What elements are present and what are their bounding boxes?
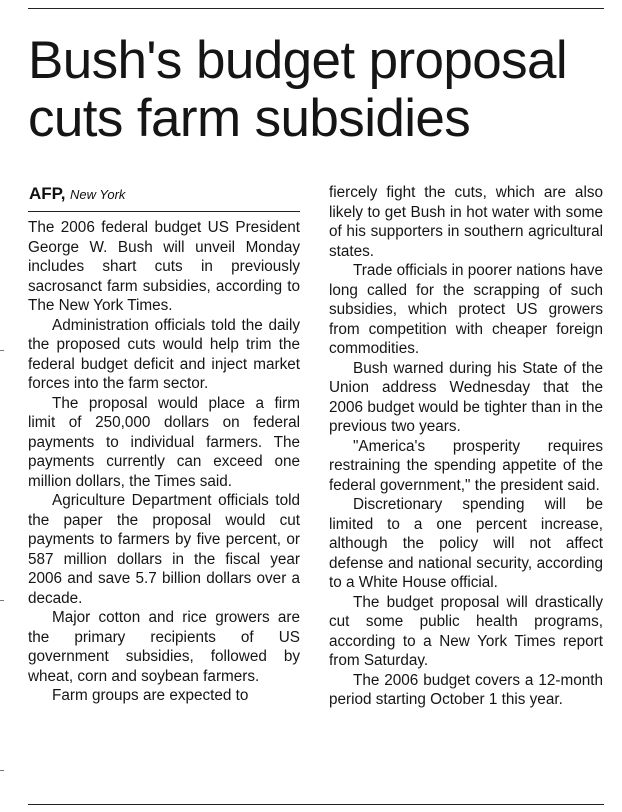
article-column-right <box>329 183 603 710</box>
article-column-left <box>28 218 300 706</box>
paragraph: Administration officials told the daily the proposed cuts would help trim the federal budget deficit and inject market forces into the farm sector. <box>28 316 300 392</box>
scan-mark <box>0 600 4 601</box>
byline-rule <box>28 211 300 212</box>
scan-mark <box>0 350 4 351</box>
top-rule <box>28 8 604 9</box>
byline <box>29 184 125 204</box>
paragraph: The 2006 federal budget US President George W. Bush will unveil Monday includes shart cuts in previously sacrosanct farm subsidies, according to The New York Times. <box>28 219 300 314</box>
byline-location: New York <box>70 187 126 202</box>
paragraph: The 2006 budget covers a 12-month period starting October 1 this year. <box>329 671 603 708</box>
paragraph: Agriculture Department officials told the paper the proposal would cut payments to farmers by five percent, or 587 million dollars in the fiscal year 2006 and save 5.7 billion dollars over a decade. <box>28 492 300 607</box>
paragraph: Bush warned during his State of the Union address Wednesday that the 2006 budget would be tighter than in the previous two years. <box>329 359 603 435</box>
paragraph: The proposal would place a firm limit of 250,000 dollars on federal payments to individual farmers. The payments currently can exceed one million dollars, the Times said. <box>28 394 300 490</box>
paragraph: "America's prosperity requires restraining the spending appetite of the federal government," the president said. <box>329 437 603 494</box>
paragraph: The budget proposal will drastically cut some public health programs, according to a New York Times report from Saturday. <box>329 593 603 669</box>
paragraph: Farm groups are expected to <box>52 687 249 704</box>
paragraph: Major cotton and rice growers are the primary recipients of US government subsidies, followed by wheat, corn and soybean farmers. <box>28 609 300 685</box>
headline: Bush's budget proposal cuts farm subsidies <box>28 31 568 148</box>
bottom-rule <box>28 804 604 805</box>
paragraph: fiercely fight the cuts, which are also likely to get Bush in hot water with some of his supporters in southern agricultural states. <box>329 184 603 260</box>
byline-agency: AFP, <box>29 184 66 203</box>
paragraph: Trade officials in poorer nations have long called for the scrapping of such subsidies, which protect US growers from competition with cheaper foreign commodities. <box>329 262 603 357</box>
scan-mark <box>0 770 4 771</box>
paragraph: Discretionary spending will be limited to a one percent increase, although the policy will not affect defense and national security, according to a White House official. <box>329 496 603 591</box>
